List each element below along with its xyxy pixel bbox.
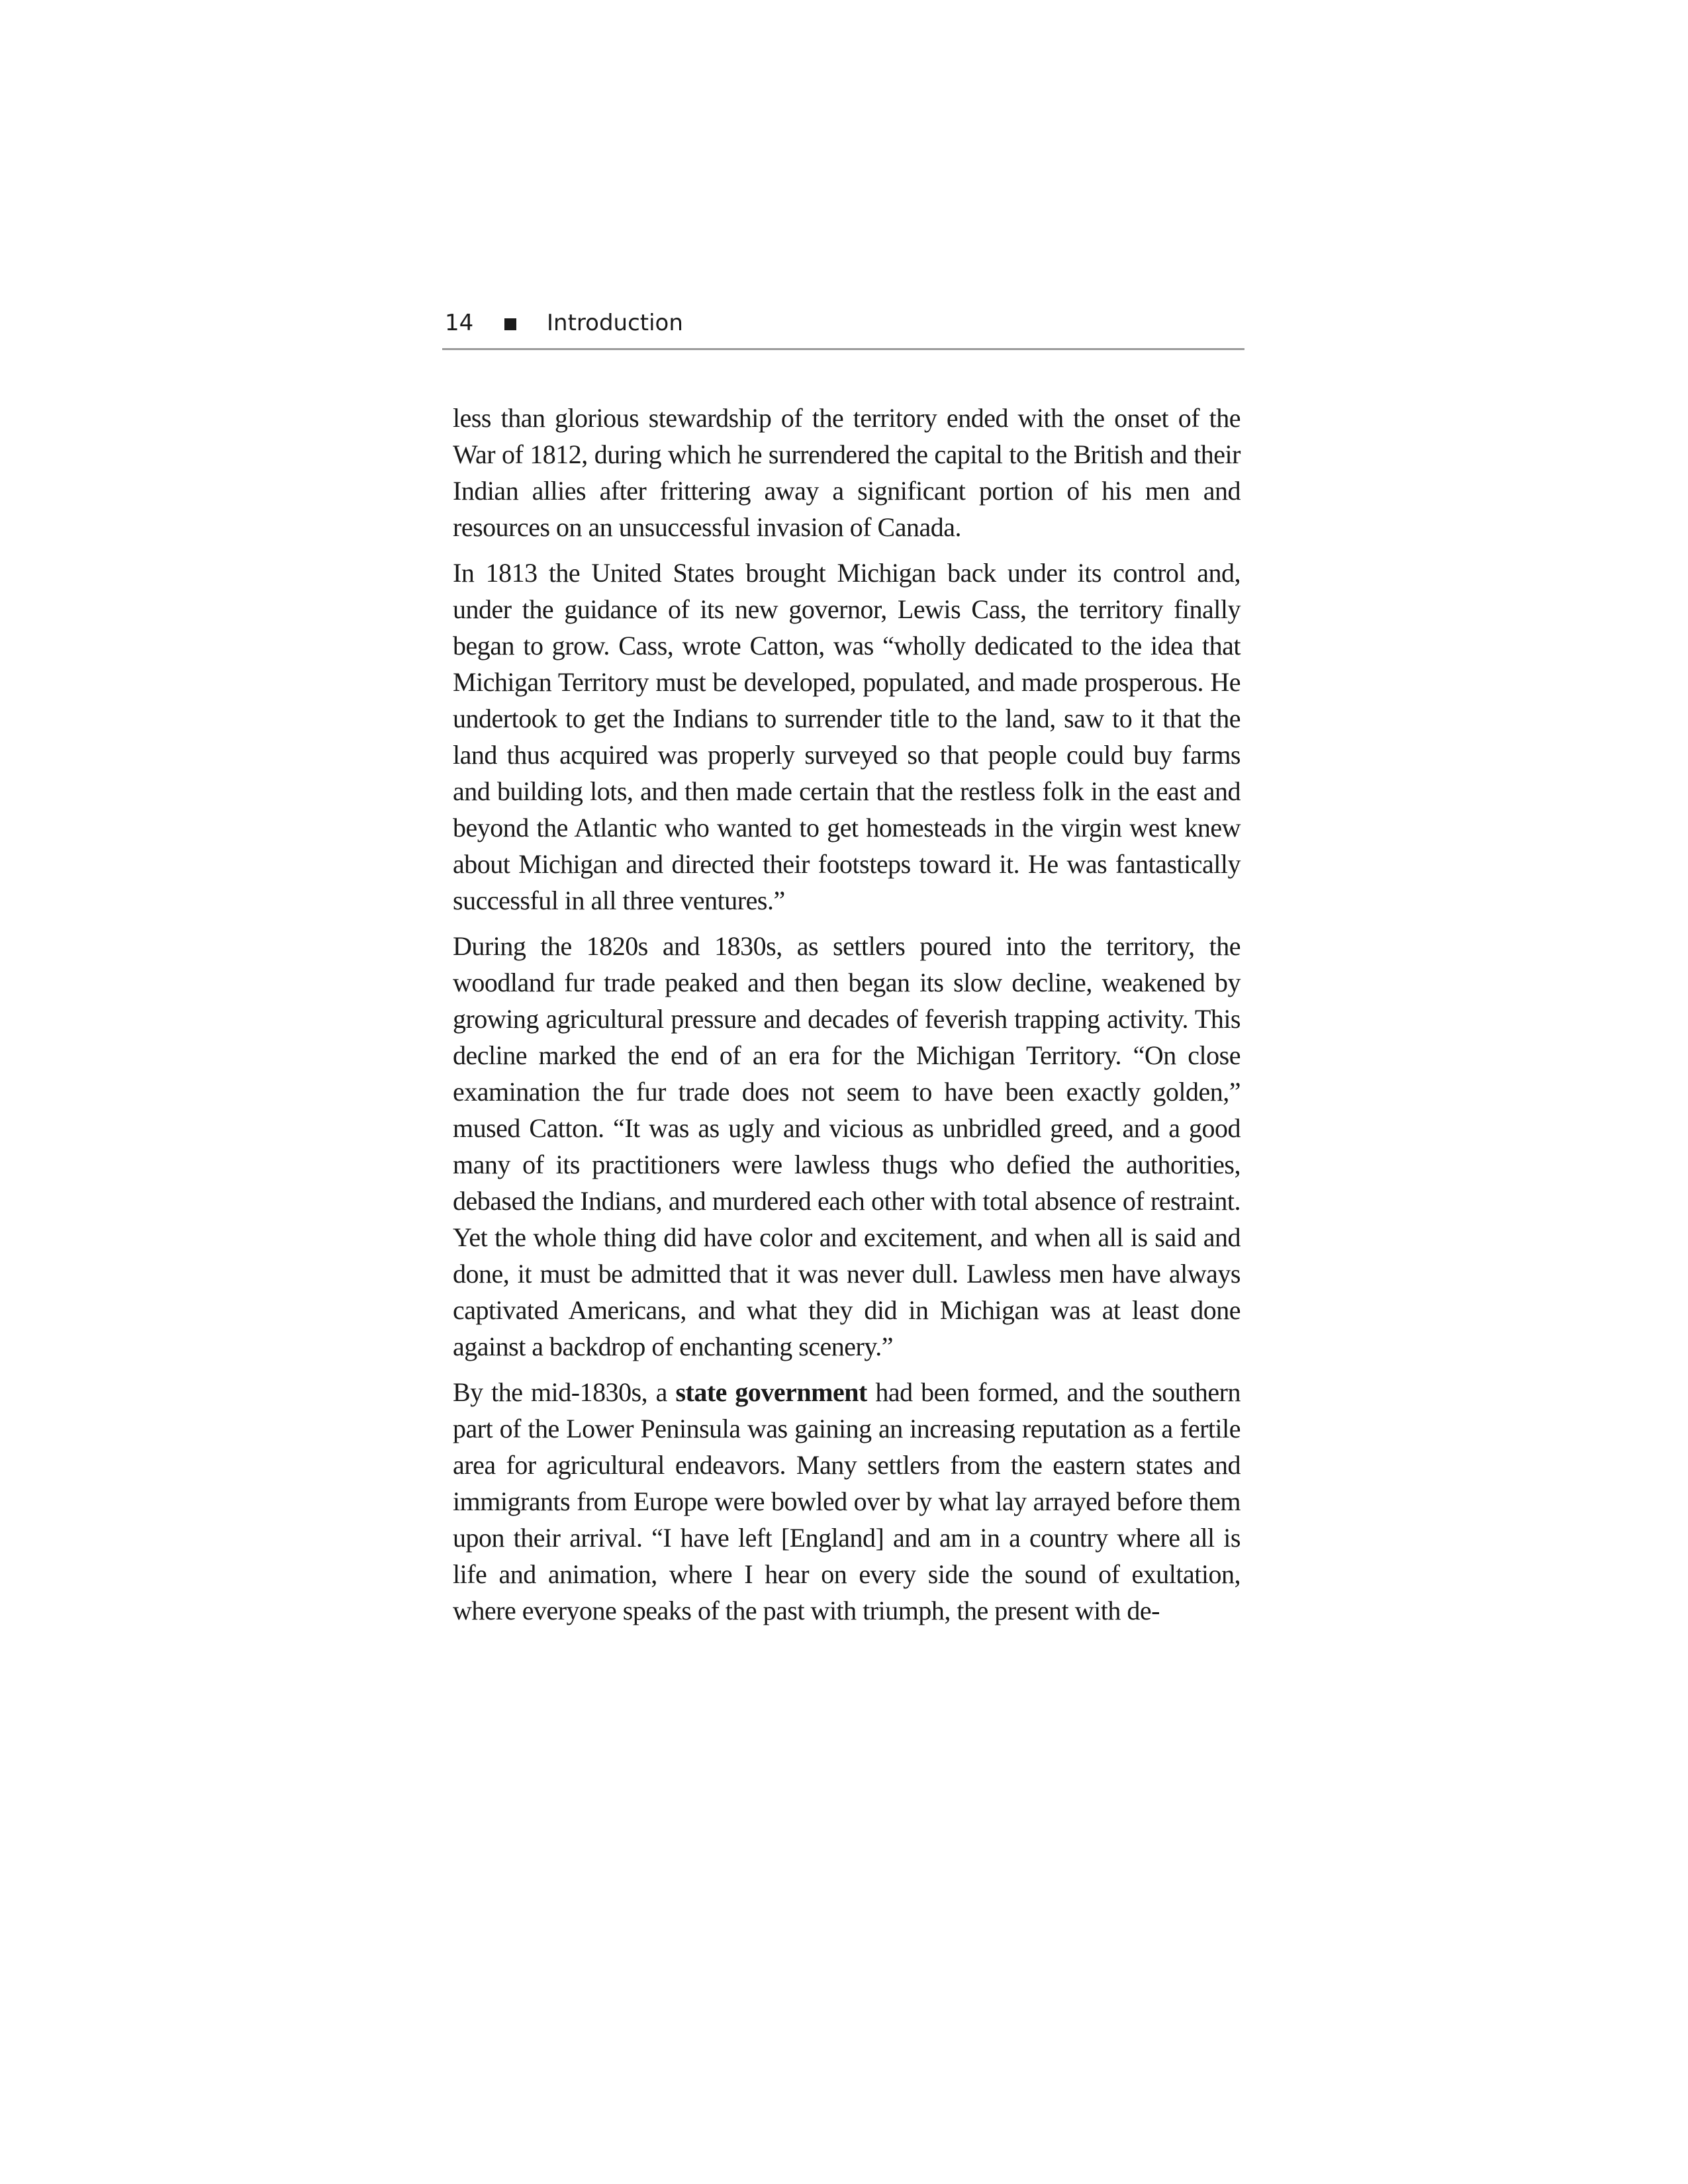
bold-term-state-government: state government xyxy=(675,1377,867,1407)
paragraph-4-rest: had been formed, and the southern part of the Lower Peninsula was gaining an increasing reputation as a fertile area for agricultural endeavors. Many settlers from the eastern states and immigrants from Europe were bowled over by what lay arrayed before them upon their arrival. “I have left [England] and am in a country where all is life and animation, where I hear on every side the sound of exultation, where everyone speaks of the past with triumph, the present with de- xyxy=(453,1377,1241,1625)
paragraph-4-start: By the mid-1830s, a xyxy=(453,1377,676,1407)
paragraph-1: less than glorious stewardship of the territory ended with the onset of the War of 1812, during which he surrendered the capital to the British and their Indian allies after frittering away a significant portion of his men and resources on an unsuccessful invasion of Canada. xyxy=(453,403,1241,542)
body-text xyxy=(453,400,1241,1638)
paragraph-2: In 1813 the United States brought Michigan back under its control and, under the guidance of its new governor, Lewis Cass, the territory finally began to grow. Cass, wrote Catton, was “wholly dedicated to the idea that Michigan Territory must be developed, populated, and made prosperous. He undertook to get the Indians to surrender title to the land, saw to it that the land thus acquired was properly surveyed so that people could buy farms and building lots, and then made certain that the restless folk in the east and beyond the Atlantic who wanted to get homesteads in the virgin west knew about Michigan and directed their footsteps toward it. He was fantastically successful in all three ventures.” xyxy=(453,558,1241,915)
paragraph-4 xyxy=(453,1374,1241,1629)
section-title: Introduction xyxy=(547,310,683,336)
black-square-icon xyxy=(504,318,516,330)
paragraph-3: During the 1820s and 1830s, as settlers poured into the territory, the woodland fur trade peaked and then began its slow decline, weakened by growing agricultural pressure and decades of feverish trapping activity. This decline marked the end of an era for the Michigan Territory. “On close examination the fur trade does not seem to have been exactly golden,” mused Catton. “It was as ugly and vicious as unbridled greed, and a good many of its practitioners were lawless thugs who defied the authorities, debased the Indians, and murdered each other with total absence of restraint. Yet the whole thing did have color and excitement, and when all is said and done, it must be admitted that it was never dull. Lawless men have always captivated Americans, and what they did in Michigan was at least done against a backdrop of enchanting scenery.” xyxy=(453,931,1241,1361)
page-number: 14 xyxy=(445,310,474,336)
running-head xyxy=(442,306,1244,350)
